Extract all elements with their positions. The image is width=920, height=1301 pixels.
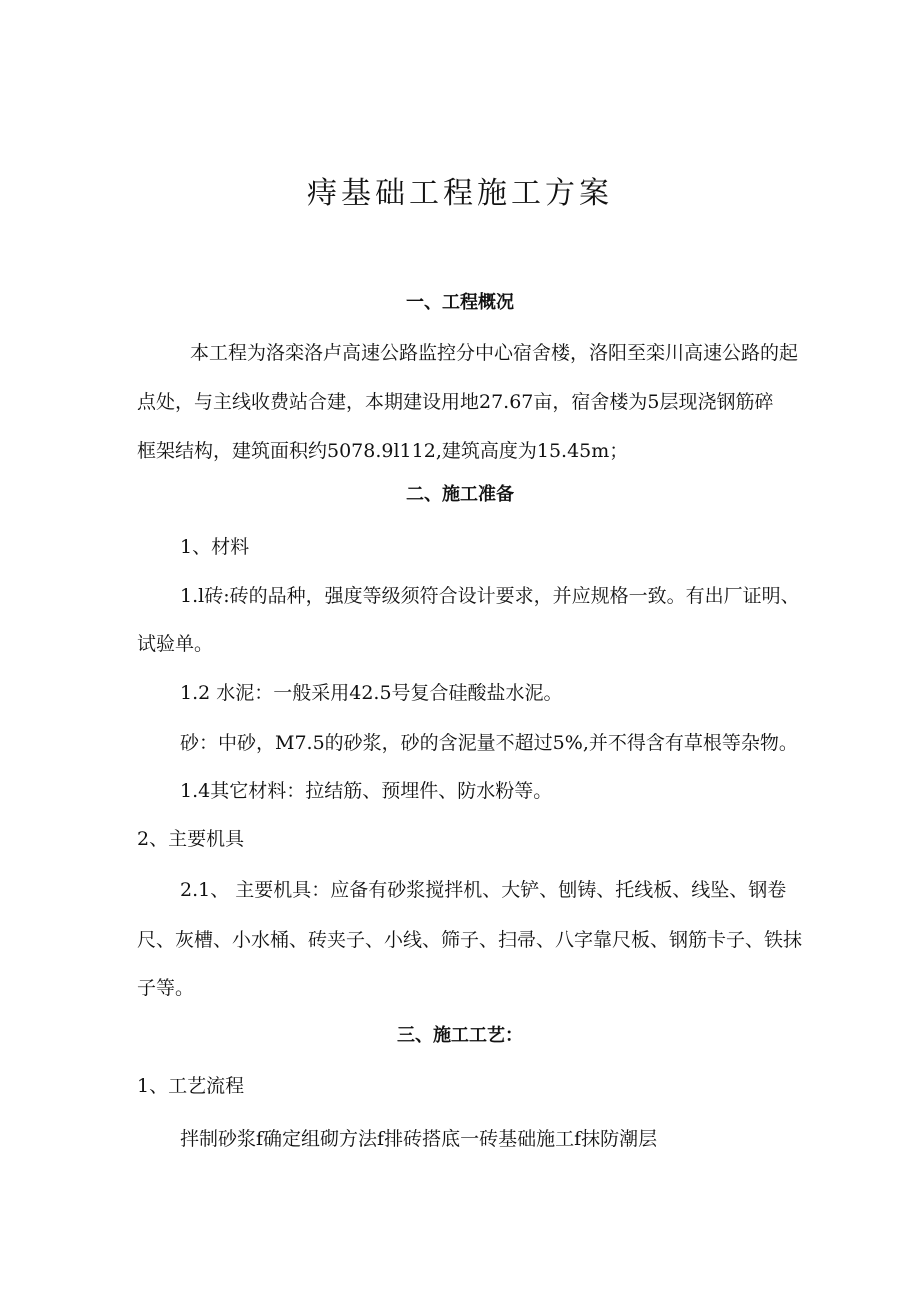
- paragraph-line: 子等。: [137, 977, 195, 999]
- paragraph-line: 2.1、 主要机具：应备有砂浆搅拌机、大铲、刨铸、托线板、线坠、钢卷: [180, 879, 787, 901]
- paragraph-line: 试验单。: [137, 633, 214, 655]
- subheading-process-flow: 1、工艺流程: [137, 1075, 245, 1097]
- process-flow-text: 拌制砂浆f确定组砌方法f排砖搭底一砖基础施工f抹防潮层: [180, 1128, 658, 1150]
- paragraph-line: 本工程为洛栾洛卢高速公路监控分中心宿舍楼，洛阳至栾川高速公路的起: [190, 342, 799, 364]
- paragraph-line: 尺、灰槽、小水桶、砖夹子、小线、筛子、扫帚、八字靠尺板、钢筋卡子、铁抹: [137, 929, 803, 951]
- paragraph-line: 1.2 水泥：一般采用42.5号复合硅酸盐水泥。: [180, 682, 563, 704]
- paragraph-line: 框架结构，建筑面积约5078.9l112,建筑高度为15.45m；: [137, 440, 629, 462]
- subheading-tools: 2、主要机具: [137, 828, 245, 850]
- paragraph-line: 1.4其它材料：拉结筋、预埋件、防水粉等。: [180, 780, 553, 802]
- paragraph-line: 砂：中砂，M7.5的砂浆，砂的含泥量不超过5%,并不得含有草根等杂物。: [180, 732, 798, 754]
- section-heading-preparation: 二、施工准备: [406, 484, 514, 505]
- document-title: 痔基础工程施工方案: [307, 176, 613, 211]
- section-heading-overview: 一、工程概况: [406, 292, 514, 313]
- paragraph-line: 1.l砖:砖的品种，强度等级须符合设计要求，并应规格一致。有出厂证明、: [180, 585, 800, 607]
- subheading-materials: 1、材料: [180, 536, 250, 558]
- paragraph-line: 点处，与主线收费站合建，本期建设用地27.67亩，宿舍楼为5层现浇钢筋碎: [137, 391, 774, 413]
- section-heading-process: 三、施工工艺：: [397, 1025, 523, 1046]
